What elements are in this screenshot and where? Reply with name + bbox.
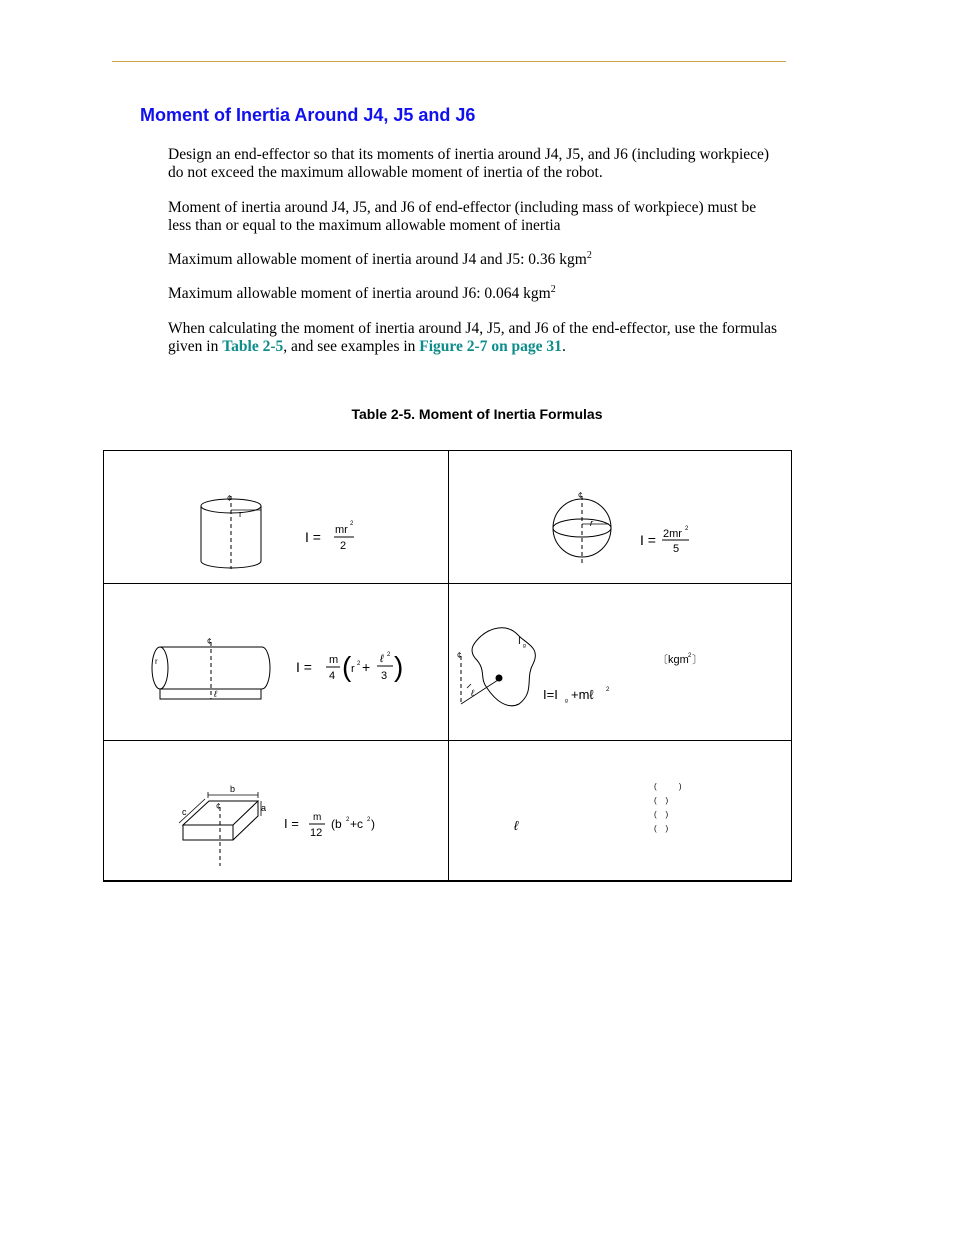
sphere-lhs: I = (640, 532, 656, 548)
legend-bracket-4: ( ) (654, 824, 669, 833)
paragraph-limit (168, 199, 780, 235)
table-2-5-link[interactable]: Table 2-5 (222, 338, 284, 355)
arbitrary-formula-exp: 2 (606, 687, 610, 693)
box-num: m (313, 812, 322, 823)
cyl-horz-inner-den: 3 (381, 670, 388, 682)
cyl-vert-den: 2 (340, 540, 347, 552)
cyl-horz-inner-num: ℓ (380, 653, 384, 665)
box-axis-symbol: ¢ (216, 802, 221, 811)
section-title: Moment of Inertia Around J4, J5 and J6 (140, 105, 476, 125)
unit-label: 〔kgm (657, 654, 689, 666)
cyl-horz-open-paren: ( (342, 651, 352, 682)
box-sup2: 2 (367, 817, 371, 823)
max-j4-j5-text: Maximum allowable moment of inertia around J4 and J5: 0.36 kgm (168, 251, 587, 268)
cyl-vert-lhs: I = (305, 529, 321, 545)
paragraph-max-j6 (168, 285, 780, 303)
cyl-horz-inner-num-exp: 2 (387, 652, 391, 658)
cell-cylinder-horizontal (104, 584, 448, 740)
cyl-horz-frac-den: 4 (329, 670, 336, 682)
cell-arbitrary-body (449, 584, 793, 740)
cyl-horz-lhs: I = (296, 659, 312, 675)
calc-text-middle: , and see examples in (283, 338, 420, 355)
cyl-horz-r-label: r (155, 657, 158, 666)
cyl-horz-term1-exp: 2 (357, 661, 361, 667)
sphere-num-exp: 2 (685, 526, 689, 532)
axis-symbol: ¢ (227, 494, 232, 503)
arbitrary-axis-symbol: ¢ (457, 651, 462, 660)
unit-exp: 2 (688, 653, 692, 659)
table-caption: Table 2-5. Moment of Inertia Formulas (351, 406, 603, 422)
formula-table (103, 450, 792, 882)
figure-2-7-link[interactable]: Figure 2-7 on page 31 (419, 338, 562, 355)
box-sup1: 2 (346, 817, 350, 823)
paragraph-design (168, 146, 780, 182)
legend-figure (449, 741, 793, 881)
box-b-label: b (230, 784, 236, 794)
cyl-vert-num: mr (335, 524, 348, 536)
cyl-horz-term1: r (351, 663, 355, 675)
cyl-horz-close-paren: ) (394, 651, 404, 682)
legend-bracket-3: ( ) (654, 810, 669, 819)
box-close: ) (371, 817, 375, 831)
sphere-figure (449, 451, 793, 583)
cell-cylinder-vertical (104, 451, 448, 583)
arbitrary-l-label: ℓ (471, 688, 474, 698)
box-a-label: a (261, 803, 267, 813)
legend-bracket-2: ( ) (654, 796, 669, 805)
sphere-den: 5 (673, 543, 680, 555)
max-j6-text: Maximum allowable moment of inertia around J6: 0.064 kgm (168, 285, 551, 302)
cyl-horz-l-label: ℓ (214, 689, 217, 699)
sphere-axis-symbol: ¢ (578, 491, 583, 500)
box-paren: (b (331, 817, 342, 831)
paragraph-calculating (168, 320, 780, 356)
box-den: 12 (310, 827, 323, 839)
max-j4-j5-exponent: 2 (586, 250, 592, 261)
cylinder-horizontal-figure (104, 584, 448, 740)
arbitrary-ig-sub: g (523, 643, 526, 649)
max-j6-exponent: 2 (550, 284, 556, 295)
paragraph-max-j4-j5 (168, 251, 780, 269)
cylinder-vertical-figure (104, 451, 448, 583)
calc-text-after: . (561, 338, 566, 355)
cyl-horz-axis-symbol: ¢ (207, 637, 212, 646)
cyl-vert-r-label: r (239, 509, 242, 519)
sphere-num: 2mr (663, 528, 682, 540)
arbitrary-formula-sub: g (565, 698, 568, 704)
unit-close: 〕 (692, 654, 703, 666)
header-rule (112, 61, 786, 62)
paragraph-design-text: Design an end-effector so that its moments of inertia around J4, J5, and J6 (including workpiece) do not exceed the maximum allowable moment of inertia of the robot. (168, 146, 770, 181)
cyl-horz-frac-num: m (329, 654, 339, 666)
sphere-r-label: r (590, 518, 593, 528)
cyl-horz-plus: + (362, 659, 371, 675)
box-lhs: I = (284, 816, 299, 831)
calc-text-before: When calculating the moment of inertia around J4, J5, and J6 of the end-effector, use the formulas given in (168, 320, 777, 355)
box-c-label: c (182, 807, 187, 817)
cyl-vert-num-exp: 2 (350, 521, 354, 527)
paragraph-limit-text: Moment of inertia around J4, J5, and J6 of end-effector (including mass of workpiece) must be less than or equal to the maximum allowable moment of inertia (168, 199, 757, 234)
box-plus: +c (350, 817, 364, 831)
cell-legend (449, 741, 793, 881)
cell-box (104, 741, 448, 881)
arbitrary-ig-label: I (518, 636, 521, 647)
arbitrary-formula-rest: +mℓ (571, 687, 594, 702)
arbitrary-body-figure (449, 584, 793, 740)
box-figure (104, 741, 448, 881)
arbitrary-formula: I=I (543, 687, 558, 702)
legend-l-symbol: ℓ (514, 818, 519, 833)
legend-bracket-1: ( ) (654, 782, 682, 791)
cell-sphere (449, 451, 793, 583)
